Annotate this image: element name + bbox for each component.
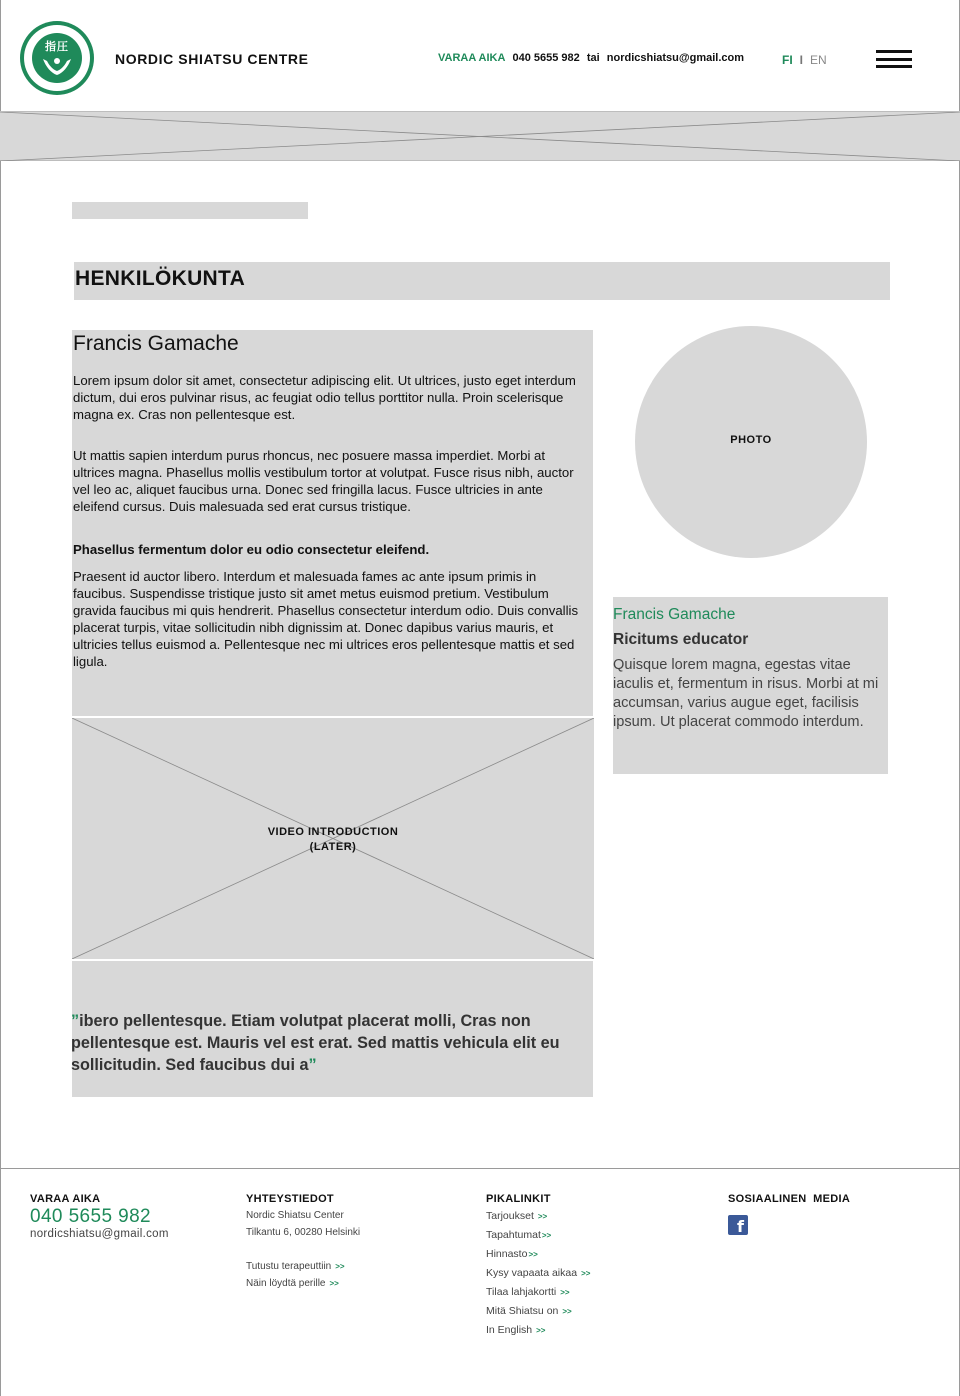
video-placeholder[interactable]: [72, 718, 594, 959]
or-text: tai: [586, 52, 600, 64]
quicklink-label: In English: [486, 1324, 533, 1336]
bio-paragraph-2: Ut mattis sapien interdum purus rhoncus, nec posuere massa imperdiet. Morbi at ultrices magna. Phasellus mollis vestibulum tortor at volutpat. Fusce risus nibh, auctor vel leo ac, aliquet faucibus urna. Donec sed fringilla lacus. Fusce ultricies in ante eleifend cursus. Duis malesuada sed erat cursus tristique.: [73, 448, 574, 514]
profile-card: [613, 597, 888, 774]
arrow-icon: >>: [560, 1288, 570, 1297]
footer-contact-address: Tilkantu 6, 00280 Helsinki: [246, 1227, 361, 1238]
header-email[interactable]: nordicshiatsu@gmail.com: [606, 52, 745, 64]
quicklink-label: Tapahtumat: [486, 1229, 541, 1241]
quicklink-label: Kysy vapaata aikaa: [486, 1267, 578, 1279]
header-contact: [438, 52, 744, 64]
footer-contact-link[interactable]: [246, 1275, 360, 1292]
section-title-bar: [74, 262, 890, 300]
page-title: HENKILÖKUNTA: [75, 267, 246, 290]
facebook-icon[interactable]: [728, 1215, 748, 1235]
bio-name: Francis Gamache: [73, 332, 239, 355]
card-name: Francis Gamache: [613, 606, 736, 623]
language-switcher: [782, 53, 827, 67]
breadcrumb-placeholder: [72, 202, 308, 219]
footer-social-heading: SOSIAALINEN MEDIA: [728, 1193, 851, 1205]
footer-contact-link-label: Tutustu terapeuttiin: [246, 1261, 332, 1272]
bio-paragraph-1: Lorem ipsum dolor sit amet, consectetur adipiscing elit. Ut ultrices, justo eget interdum dictum, dui eros pulvinar risus, ac feugiat odio tellus porttitor nulla. Proin scelerisque magna ex. Cras non pellentesque est.: [73, 373, 576, 422]
arrow-icon: >>: [541, 1231, 552, 1240]
card-role: Ricitums educator: [613, 631, 749, 648]
site-footer: [0, 1168, 960, 1396]
footer-book-heading: VARAA AIKA: [30, 1193, 101, 1205]
quicklink-label: Tilaa lahjakortti: [486, 1286, 557, 1298]
photo-label: PHOTO: [730, 434, 772, 446]
hands-icon: [41, 55, 73, 77]
bio-section: [72, 330, 593, 716]
quote-text: ibero pellentesque. Etiam volutpat placerat molli, Cras non pellentesque est. Mauris vel est erat. Sed mattis vehicula elit eu sollicitudin. Sed faucibus dui a: [71, 1012, 560, 1074]
brand-name[interactable]: NORDIC SHIATSU CENTRE: [115, 51, 309, 67]
footer-contact-link[interactable]: [246, 1258, 360, 1275]
profile-photo-placeholder: [635, 326, 867, 558]
quicklink[interactable]: [486, 1302, 590, 1321]
video-label: [72, 825, 594, 855]
footer-social-column: [728, 1193, 850, 1235]
bio-subheading: Phasellus fermentum dolor eu odio consectetur eleifend.: [73, 542, 430, 557]
footer-contact-column: [246, 1193, 360, 1292]
footer-contact-link-label: Näin löydtä perille: [246, 1278, 326, 1289]
arrow-icon: >>: [536, 1326, 546, 1335]
quicklink[interactable]: [486, 1245, 590, 1264]
quote-close-mark: ”: [308, 1056, 317, 1074]
site-header: [0, 0, 960, 112]
arrow-icon: >>: [528, 1250, 538, 1259]
video-label-line-1: VIDEO INTRODUCTION: [267, 826, 399, 838]
quicklink-label: Mitä Shiatsu on: [486, 1305, 559, 1317]
footer-contact-name: Nordic Shiatsu Center: [246, 1210, 344, 1221]
arrow-icon: >>: [562, 1307, 572, 1316]
quicklink[interactable]: [486, 1321, 590, 1340]
footer-quicklinks-column: [486, 1193, 590, 1340]
footer-contact-heading: YHTEYSTIEDOT: [246, 1193, 334, 1205]
quicklink-label: Tarjoukset: [486, 1210, 534, 1222]
quicklink-label: Hinnasto: [486, 1248, 528, 1260]
video-label-line-2: (LATER): [309, 841, 357, 853]
arrow-icon: >>: [335, 1262, 345, 1271]
logo-icon[interactable]: [20, 21, 94, 95]
footer-quicklinks-heading: PIKALINKIT: [486, 1193, 551, 1205]
card-description: Quisque lorem magna, egestas vitae iaculis et, fermentum in risus. Morbi at mi accumsan, varius augue eget, facilisis ipsum. Ut placerat commodo interdum.: [613, 657, 879, 730]
book-appointment-link[interactable]: VARAA AIKA: [438, 52, 506, 64]
hero-image-placeholder: [0, 112, 960, 161]
footer-phone[interactable]: 040 5655 982: [30, 1206, 152, 1227]
quicklink[interactable]: [486, 1283, 590, 1302]
quote: [71, 1010, 591, 1076]
arrow-icon: >>: [537, 1212, 548, 1221]
quicklink[interactable]: [486, 1264, 590, 1283]
bio-paragraph-3: Praesent id auctor libero. Interdum et malesuada fames ac ante ipsum primis in faucibus. Suspendisse tristique justo sit amet metus euismod pretium. Vestibulum gravida faucibus mi quis hendrerit. Phasellus consectetur interdum odio. Duis convallis placerat turpis, vitae sollicitudin nibh dignissim at. Donec dapibus varius mauris, et ultricies tellus euismod a. Pellentesque nec mi ultrices eros pellentesque mattis et sed ligula.: [73, 569, 579, 669]
header-phone[interactable]: 040 5655 982: [512, 52, 580, 64]
facebook-glyph: f: [737, 1217, 744, 1236]
arrow-icon: >>: [329, 1279, 339, 1288]
lang-fi-link[interactable]: FI: [782, 53, 793, 67]
menu-icon[interactable]: [876, 50, 912, 68]
quicklink[interactable]: [486, 1207, 590, 1226]
footer-book-column: [30, 1193, 169, 1240]
logo-glyph: 指圧: [45, 40, 69, 53]
arrow-icon: >>: [581, 1269, 591, 1278]
quicklink[interactable]: [486, 1226, 590, 1245]
quote-open-mark: ”: [71, 1012, 80, 1030]
footer-email[interactable]: nordicshiatsu@gmail.com: [30, 1228, 169, 1240]
lang-en-link[interactable]: EN: [810, 53, 827, 67]
lang-separator: I: [799, 53, 804, 67]
